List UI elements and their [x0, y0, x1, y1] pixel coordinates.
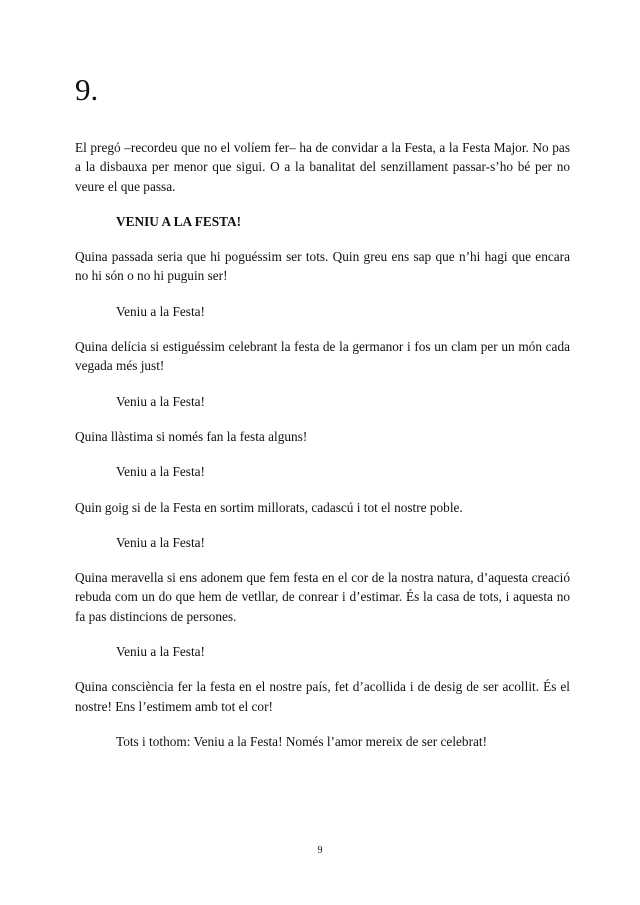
refrain: Veniu a la Festa! [116, 534, 205, 550]
paragraph: Quina llàstima si només fan la festa alguns! [75, 428, 308, 444]
refrain: Veniu a la Festa! [116, 393, 205, 409]
heading-refrain: VENIU A LA FESTA! [116, 213, 241, 229]
paragraph: Quina meravella si ens adonem que fem festa en el cor de la nostra natura, d’aquesta creació rebuda com un do que hem de vetllar, de conrear i d’estimar. És la casa de tots, i aquesta no fa pas distincions de persones. [75, 570, 570, 624]
paragraph: Quina delícia si estiguéssim celebrant la festa de la germanor i fos un clam per un món cada vegada més just! [75, 339, 570, 374]
chapter-heading: 9. [75, 72, 99, 107]
document-body [75, 138, 570, 767]
closing-line: Tots i tothom: Veniu a la Festa! Només l’amor mereix de ser celebrat! [116, 733, 488, 749]
paragraph: Quina consciència fer la festa en el nostre país, fet d’acollida i de desig de ser acollit. És el nostre! Ens l’estimem amb tot el cor! [75, 679, 570, 714]
refrain: Veniu a la Festa! [116, 464, 205, 480]
page-number: 9 [317, 845, 323, 856]
refrain: Veniu a la Festa! [116, 303, 205, 319]
refrain: Veniu a la Festa! [116, 644, 205, 660]
paragraph: Quin goig si de la Festa en sortim millorats, cadascú i tot el nostre poble. [75, 499, 463, 515]
intro-paragraph: El pregó –recordeu que no el volíem fer– ha de convidar a la Festa, a la Festa Major. No pas a la disbauxa per menor que sigui. O a la banalitat del senzillament passar-s’ho bé per no veure el que passa. [75, 140, 570, 194]
paragraph: Quina passada seria que hi poguéssim ser tots. Quin greu ens sap que n’hi hagi que encara no hi són o no hi puguin ser! [75, 249, 570, 284]
